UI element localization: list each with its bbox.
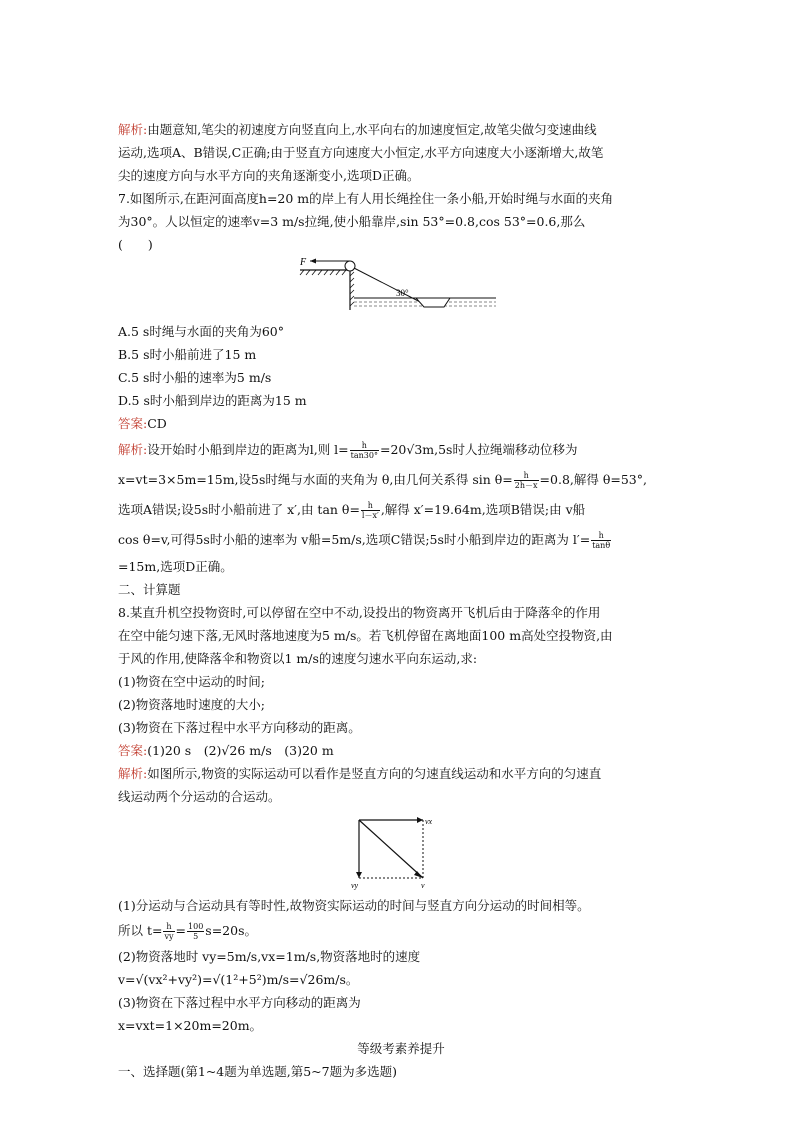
solution-text: x=vt=3×5m=15m,设5s时绳与水面的夹角为 θ,由几何关系得 sin θ= [118,472,513,487]
solution-text: 如图所示,物资的实际运动可以看作是竖直方向的匀速直线运动和水平方向的匀速直 [147,766,602,781]
solution-text: = [175,923,187,938]
solution-7-line [118,525,684,555]
answer-label: 答案: [118,743,148,758]
solution-text: 设开始时小船到岸边的距离为l,则 l= [147,442,349,457]
answer-7 [118,412,684,435]
fraction [361,501,380,520]
answer-8 [118,739,684,762]
solution-7-line [118,465,684,495]
numerator: h [350,441,379,451]
question-7-blank: ( ) [118,237,153,252]
solution-7-line [118,495,684,525]
denominator: 5 [193,932,199,941]
velocity-diagram [351,814,441,892]
question-7-line: 为30°。人以恒定的速率v=3 m/s拉绳,使小船靠岸,sin 53°=0.8,cos 53°=0.6,那么 [118,214,586,229]
force-label: F [300,258,307,268]
angle-label: 30° [396,288,409,298]
solution-8-step: x=vxt=1×20m=20m。 [118,1018,263,1033]
boat-rope-figure [298,258,498,316]
fraction [187,922,204,941]
solution-text: 所以 t= [118,923,163,938]
analysis-text: 由题意知,笔尖的初速度方向竖直向上,水平向右的加速度恒定,故笔尖做匀变速曲线 [147,122,597,137]
option-d: D.5 s时小船到岸边的距离为15 m [118,393,307,408]
text-line: 尖的速度方向与水平方向的夹角逐渐变小,选项D正确。 [118,168,420,183]
denominator: tan30° [350,451,378,460]
analysis-label: 解析: [118,766,148,781]
solution-8-step [118,917,684,945]
fraction [514,471,539,490]
solution-8-step: (2)物资落地时 vy=5m/s,vx=1m/s,物资落地时的速度 [118,949,421,964]
answer-label: 答案: [118,416,148,431]
denominator: 2h－x [514,481,538,490]
question-8-line: 在空中能匀速下落,无风时落地速度为5 m/s。若飞机停留在离地面100 m高处空投物资,由 [118,628,613,643]
question-8-line: (2)物资落地时速度的大小; [118,697,265,712]
solution-text: =0.8,解得 θ=53°, [539,472,647,487]
answer-text: CD [147,416,167,431]
denominator: l－x′ [361,511,379,520]
document-page [118,118,684,1083]
solution-text: s=20s。 [205,923,258,938]
solution-8-step: v=√(vx²+vy²)=√(1²+5²)m/s=√26m/s。 [118,972,359,987]
fraction [350,441,379,460]
option-b: B.5 s时小船前进了15 m [118,347,257,362]
solution-8-step: (1)分运动与合运动具有等时性,故物资实际运动的时间与竖直方向分运动的时间相等。 [118,898,590,913]
section-heading: 一、选择题(第1~4题为单选题,第5~7题为多选题) [118,1064,397,1079]
solution-8-step: (3)物资在下落过程中水平方向移动的距离为 [118,995,361,1010]
numerator: h [591,531,611,541]
solution-text: =20√3m,5s时人拉绳端移动位移为 [379,442,578,457]
v-label: v [421,881,425,890]
solution-text: ,解得 x′=19.64m,选项B错误;由 v船 [380,502,586,517]
analysis-label: 解析: [118,442,148,457]
question-7-line: 7.如图所示,在距河面高度h=20 m的岸上有人用长绳拴住一条小船,开始时绳与水面的夹角 [118,191,614,206]
solution-text: 选项A错误;设5s时小船前进了 x′,由 tan θ= [118,502,360,517]
question-8-line: (1)物资在空中运动的时间; [118,674,265,689]
fraction [163,922,174,941]
section-heading: 二、计算题 [118,582,181,597]
text-line: 运动,选项A、B错误,C正确;由于竖直方向速度大小恒定,水平方向速度大小逐渐增大,故笔 [118,145,604,160]
question-8-line: 8.某直升机空投物资时,可以停留在空中不动,设投出的物资离开飞机后由于降落伞的作用 [118,605,601,620]
answer-text: (1)20 s (2)√26 m/s (3)20 m [147,743,334,758]
solution-7-line: =15m,选项D正确。 [118,559,233,574]
vy-label: vy [351,881,359,890]
vx-label: vx [425,817,433,826]
option-c: C.5 s时小船的速率为5 m/s [118,370,272,385]
denominator: tanθ [592,541,611,550]
solution-7-line [118,435,684,465]
section-title: 等级考素养提升 [357,1041,445,1056]
question-8-line: 于风的作用,使降落伞和物资以1 m/s的速度匀速水平向东运动,求: [118,651,478,666]
solution-8-line [118,762,684,785]
numerator: h [163,922,174,932]
numerator: h [514,471,539,481]
solution-8-line: 线运动两个分运动的合运动。 [118,789,281,804]
numerator: 100 [188,922,204,931]
solution-text: cos θ=v,可得5s时小船的速率为 v船=5m/s,选项C错误;5s时小船到岸边的距离为 l′= [118,532,591,547]
text-line [118,118,684,141]
question-8-line: (3)物资在下落过程中水平方向移动的距离。 [118,720,361,735]
numerator: h [361,501,380,511]
option-a: A.5 s时绳与水面的夹角为60° [118,324,284,339]
analysis-label: 解析: [118,122,148,137]
fraction [591,531,611,550]
denominator: vy [164,932,174,941]
